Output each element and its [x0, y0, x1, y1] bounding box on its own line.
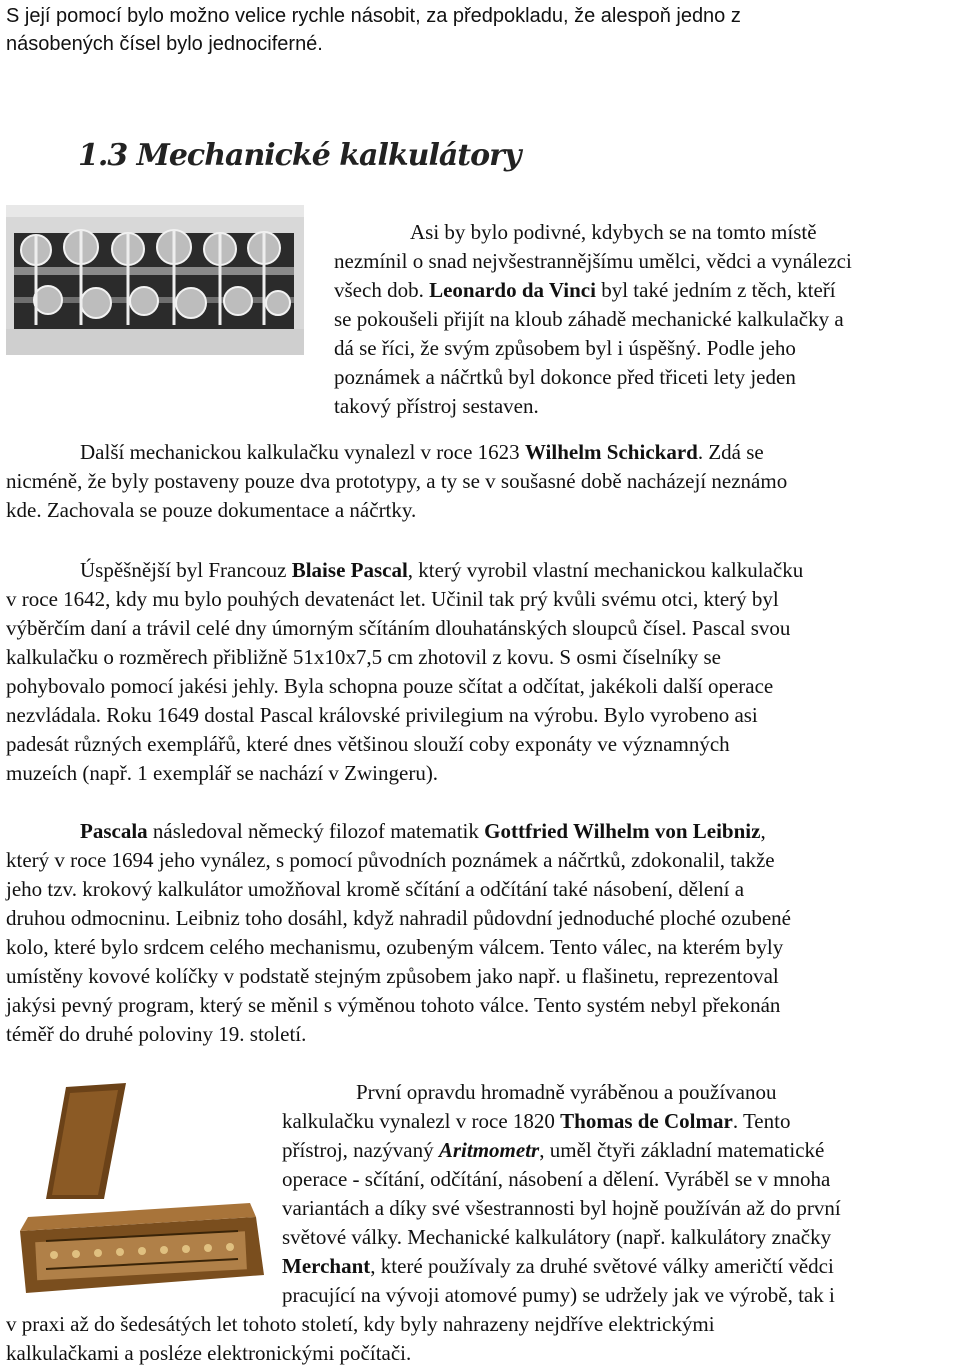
bold-name: Leonardo da Vinci [429, 278, 596, 302]
leonardo-line [334, 305, 844, 334]
text-run: téměř do druhé poloviny 19. století. [6, 1022, 307, 1046]
intro-line-2: násobených čísel bylo jednociferné. [6, 33, 323, 55]
text-run: kde. Zachovala se pouze dokumentace a náčrtky. [6, 498, 417, 522]
intro-line-1: S její pomocí bylo možno velice rychle násobit, za předpokladu, že alespoň jedno z [6, 5, 741, 27]
text-run: Asi by bylo podivné, kdybych se na tomto místě [410, 220, 817, 244]
leonardo-line [410, 218, 817, 247]
text-run: variantách a díky své všestrannosti byl hojně používán až do první [282, 1196, 841, 1220]
text-run: druhou odmocninu. Leibniz toho dosáhl, když nahradil půdovdní jednoduché ploché ozubené [6, 906, 791, 930]
leonardo-calculator-image [6, 205, 304, 355]
text-run: kolo, které bylo srdcem celého mechanismu, ozubeným válcem. Tento válec, na kterém byly [6, 935, 784, 959]
leibniz-line [6, 991, 780, 1020]
schickard-line [80, 438, 764, 467]
text-run: všech dob. [334, 278, 430, 302]
leibniz-line [6, 962, 779, 991]
text-run: výběrčím daní a trávil celé dny úmorným sčítáním dlouhatánských sloupců čísel. Pascal svou [6, 616, 791, 640]
text-run: . Tento [732, 1109, 791, 1133]
text-run: se pokoušeli přijít na kloub záhadě mechanické kalkulačky a [334, 307, 844, 331]
bold-name: Aritmometr [438, 1138, 540, 1162]
pascal-line [6, 672, 773, 701]
text-run: , [760, 819, 766, 843]
pascal-line [6, 730, 730, 759]
text-run: kalkulačkami a posléze elektronickými počítači. [6, 1341, 412, 1365]
colmar-line [6, 1310, 715, 1339]
bold-name: Thomas de Colmar [560, 1109, 733, 1133]
bold-name: Gottfried Wilhelm von Leibniz [484, 819, 761, 843]
pascal-line [80, 556, 803, 585]
text-run: nicméně, že byly postaveny pouze dva prototypy, a ty se v soušasné době nacházejí neznámo [6, 469, 788, 493]
leonardo-line [334, 276, 836, 305]
colmar-line [356, 1078, 776, 1107]
leibniz-line [6, 846, 775, 875]
arithmometer-image [6, 1079, 270, 1305]
text-run: následoval německý filozof matematik [147, 819, 485, 843]
text-run: pracující na vývoji atomové pumy) se udržely jak ve výrobě, tak i [282, 1283, 835, 1307]
colmar-line [282, 1252, 834, 1281]
text-run: poznámek a náčrtků byl dokonce před třiceti lety jeden [334, 365, 796, 389]
text-run: kalkulačku o rozměrech přibližně 51x10x7,5 cm zhotovil z kovu. S osmi číselníky se [6, 645, 722, 669]
text-run: světové války. Mechanické kalkulátory (např. kalkulátory značky [282, 1225, 832, 1249]
text-run: kalkulačku vynalezl v roce 1820 [282, 1109, 561, 1133]
text-run: který v roce 1694 jeho vynález, s pomocí původních poznámek a náčrtků, zdokonalil, takže [6, 848, 775, 872]
text-run: muzeích (např. 1 exemplář se nachází v Zwingeru). [6, 761, 439, 785]
bold-name: Merchant [282, 1254, 371, 1278]
text-run: dá se říci, že svým způsobem byl i úspěšný. Podle jeho [334, 336, 796, 360]
text-run: v roce 1642, kdy mu bylo pouhých devatenáct let. Učinil tak prý kvůli svému otci, který byl [6, 587, 779, 611]
leibniz-line [80, 817, 766, 846]
text-run: jakýsi pevný program, který se měnil s výměnou tohoto válce. Tento systém nebyl překonán [6, 993, 781, 1017]
text-run: takový přístroj sestaven. [334, 394, 539, 418]
colmar-line [282, 1165, 830, 1194]
text-run: . Zdá se [697, 440, 764, 464]
leonardo-line [334, 392, 539, 421]
section-heading: 1.3 Mechanické kalkulátory [78, 138, 521, 173]
text-run: byl také jedním z těch, kteří [595, 278, 836, 302]
leibniz-line [6, 875, 744, 904]
pascal-line [6, 759, 438, 788]
colmar-line [282, 1194, 841, 1223]
bold-name: Wilhelm Schickard [524, 440, 698, 464]
colmar-line [282, 1223, 831, 1252]
bold-name: Pascala [80, 819, 148, 843]
text-run: v praxi až do šedesátých let tohoto století, kdy byly nahrazeny nejdříve elektrickými [6, 1312, 715, 1336]
leibniz-line [6, 904, 791, 933]
colmar-line [282, 1107, 790, 1136]
colmar-line [282, 1136, 824, 1165]
text-run: pohybovalo pomocí jakési jehly. Byla schopna pouze sčítat a odčítat, jakékoli další operace [6, 674, 774, 698]
pascal-line [6, 585, 779, 614]
text-run: přístroj, nazývaný [282, 1138, 439, 1162]
leibniz-line [6, 1020, 306, 1049]
leonardo-line [334, 247, 852, 276]
text-run: nezvládala. Roku 1649 dostal Pascal královské privilegium na výrobu. Bylo vyrobeno asi [6, 703, 758, 727]
pascal-line [6, 643, 721, 672]
colmar-line [6, 1339, 411, 1368]
pascal-line [6, 701, 758, 730]
text-run: Úspěšnější byl Francouz [80, 558, 292, 582]
text-run: , uměl čtyři základní matematické [539, 1138, 825, 1162]
schickard-line [6, 467, 787, 496]
text-run: operace - sčítání, odčítání, násobení a dělení. Vyráběl se v mnoha [282, 1167, 831, 1191]
text-run: , který vyrobil vlastní mechanickou kalkulačku [407, 558, 804, 582]
leonardo-line [334, 363, 796, 392]
bold-name: Blaise Pascal [291, 558, 408, 582]
text-run: nezmínil o snad nejvšestrannějšímu umělci, vědci a vynálezci [334, 249, 852, 273]
leibniz-line [6, 933, 783, 962]
schickard-line [6, 496, 416, 525]
text-run: padesát různých exemplářů, které dnes většinou slouží coby exponáty ve významných [6, 732, 730, 756]
text-run: jeho tzv. krokový kalkulátor umožňoval kromě sčítání a odčítání také násobení, dělení a [6, 877, 745, 901]
text-run: Další mechanickou kalkulačku vynalezl v roce 1623 [80, 440, 525, 464]
text-run: umístěny kovové kolíčky v podstatě stejným způsobem jako např. u flašinetu, reprezentoval [6, 964, 779, 988]
text-run: První opravdu hromadně vyráběnou a používanou [356, 1080, 777, 1104]
text-run: , které používaly za druhé světové války američtí vědci [370, 1254, 834, 1278]
colmar-line [282, 1281, 835, 1310]
pascal-line [6, 614, 790, 643]
leonardo-line [334, 334, 796, 363]
